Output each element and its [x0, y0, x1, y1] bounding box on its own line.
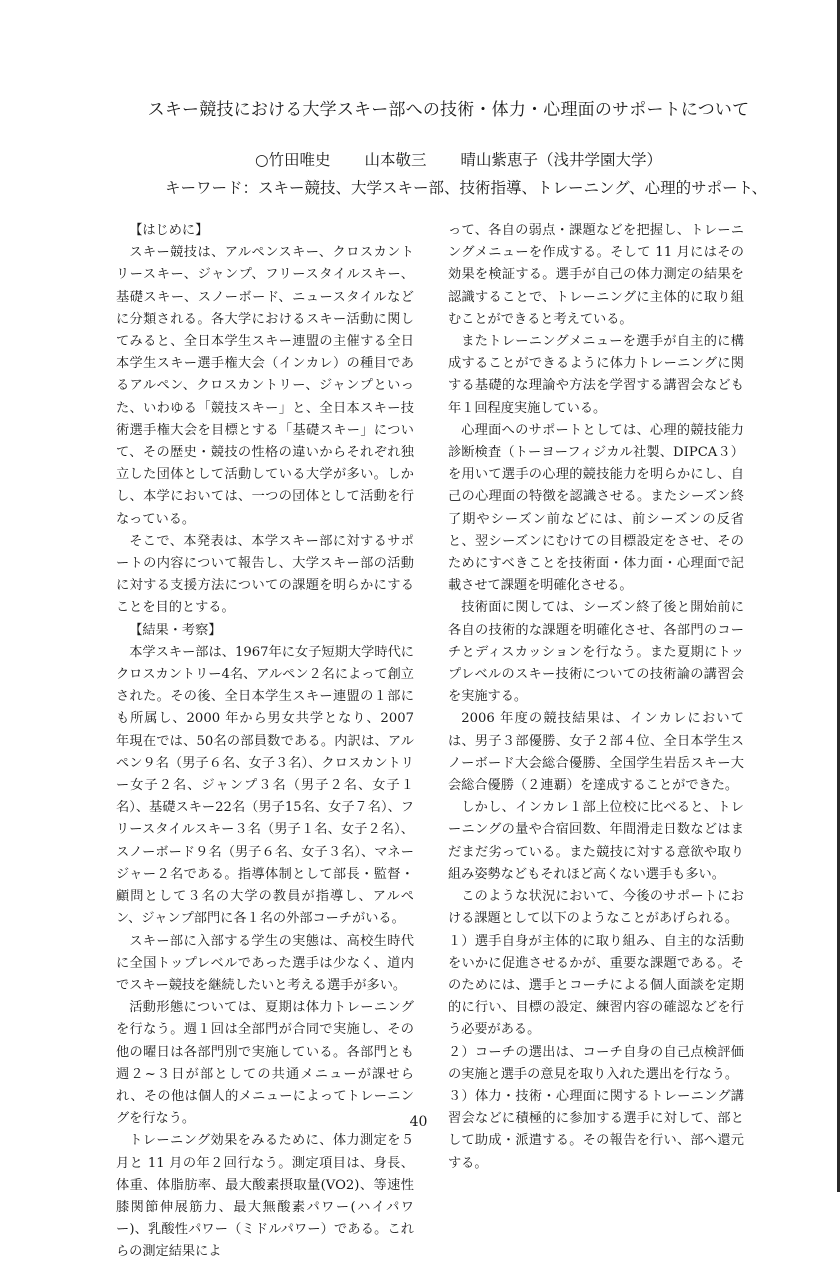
body-paragraph: 活動形態については、夏期は体力トレーニングを行なう。週１回は全部門が合同で実施し、その他の曜日は各部門別で実施している。各部門とも週２~３日が部としての共通メニューが課せられ、その他は個人的メニューによってトレーニングを行なう。 — [116, 1000, 414, 1127]
body-paragraph: しかし、インカレ１部上位校に比べると、トレーニングの量や合宿回数、年間滑走日数などはまだまだ劣っている。また競技に対する意欲や取り組み姿勢などもそれほど高くない選手も多い。 — [448, 800, 744, 882]
body-paragraph: 技術面に関しては、シーズン終了後と開始前に各自の技術的な課題を明確化させ、各部門のコーチとディスカッションを行なう。また夏期にトップレベルのスキー技術についての技術論の講習会を実施する。 — [448, 600, 744, 705]
numbered-item: ３）体力・技術・心理面に関するトレーニング講習会などに積極的に参加する選手に対して、部として助成・派遣する。その報告を行い、部へ還元する。 — [448, 1088, 744, 1171]
body-paragraph: またトレーニングメニューを選手が自主的に構成することができるように体力トレーニングに関する基礎的な理論や方法を学習する講習会なども年１回程度実施している。 — [448, 334, 744, 416]
section-heading: 【結果・考察】 — [129, 622, 222, 638]
body-paragraph: スキー競技は、アルペンスキー、クロスカントリースキー、ジャンプ、フリースタイルスキー、基礎スキー、スノーボード、ニュースタイルなどに分類される。各大学におけるスキー活動に関してみると、全日本学生スキー連盟の主催する全日本学生スキー選手権大会（インカレ）の種目であるアルペン、クロスカントリー、ジャンプといった、いわゆる「競技スキー」と、全日本スキー技術選手権大会を目標とする「基礎スキー」について、その歴史・競技の性格の違いからそれぞれ独立した団体として活動している大学が多い。しかし、本学においては、一つの団体として活動を行なっている。 — [116, 245, 414, 527]
section-heading: 【はじめに】 — [129, 223, 209, 238]
body-paragraph: トレーニング効果をみるために、体力測定を５月と 11 月の年２回行なう。測定項目は、身長、体重、体脂肪率、最大酸素摂取量(VO2)、等速性膝関節伸展筋力、最大無酸素パワー(ハイパワー)、乳酸性パワー（ミドルパワー）である。これらの測定結果によ — [116, 1133, 414, 1260]
body-paragraph: 2006 年度の競技結果は、インカレにおいては、男子３部優勝、女子２部４位、全日本学生スノーボード大会総合優勝、全国学生岩岳スキー大会総合優勝（２連覇）を達成することができた。 — [448, 711, 744, 794]
body-paragraph: そこで、本発表は、本学スキー部に対するサポートの内容について報告し、大学スキー部の活動に対する支援方法についての課題を明らかにすることを目的とする。 — [116, 533, 414, 616]
body-paragraph: 本学スキー部は、1967年に女子短期大学時代にクロスカントリー4名、アルペン２名によって創立された。その後、全日本学生スキー連盟の１部にも所属し、2000 年から男女共学となり、2007 年現在では、50名の部員数である。内訳は、アルペン９名（男子６名、女子３名）、クロスカントリー女子２名、ジャンプ３名（男子２名、女子１名）、基礎スキー22名（男子15名、女子７名）、フリースタイルスキー３名（男子１名、女子２名）、スノーボード９名（男子６名、女子３名）、マネージャー２名である。指導体制として部長・監督・顧問として３名の大学の教員が指導し、アルペン、ジャンプ部門に各１名の外部コーチがいる。 — [116, 644, 414, 927]
author-name: ○竹田唯史 — [255, 151, 331, 169]
keywords-line: キーワード：スキー競技、大学スキー部、技術指導、トレーニング、心理的サポート、 — [165, 179, 768, 197]
body-paragraph: スキー部に入部する学生の実態は、高校生時代に全国トップレベルであった選手は少なく、道内でスキー競技を継続したいと考える選手が多い。 — [116, 933, 414, 993]
author-name: 山本敬三 — [364, 151, 427, 169]
body-paragraph: って、各自の弱点・課題などを把握し、トレーニングメニューを作成する。そして 11 月にはその効果を検証する。選手が自己の体力測定の結果を認識することで、トレーニングに主体的に取り組むことができると考えている。 — [448, 223, 744, 327]
left-column — [116, 220, 414, 1264]
paper-title: スキー競技における大学スキー部への技術・体力・心理面のサポートについて — [147, 100, 750, 120]
numbered-item: ２）コーチの選出は、コーチ自身の自己点検評価の実施と選手の意見を取り入れた選出を行なう。 — [448, 1044, 744, 1082]
author-name: 晴山紫恵子（浅井学園大学） — [460, 151, 663, 169]
author-list — [255, 148, 696, 170]
body-paragraph: 心理面へのサポートとしては、心理的競技能力診断検査（トーヨーフィジカル社製、DIPCA３）を用いて選手の心理的競技能力を明らかにし、自己の心理面の特徴を認識させる。またシーズン終了期やシーズン前などには、前シーズンの反省と、翌シーズンにむけての目標設定をさせ、そのためにすべきことを技術面・体力面・心理面で記載させて課題を明確化させる。 — [448, 422, 744, 594]
right-column — [448, 220, 744, 1175]
numbered-item: １）選手自身が主体的に取り組み、自主的な活動をいかに促進させるかが、重要な課題である。そのためには、選手とコーチによる個人面談を定期的に行い、目標の設定、練習内容の確認などを行う必要がある。 — [448, 933, 744, 1038]
body-paragraph: このような状況において、今後のサポートにおける課題として以下のようなことがあげられる。 — [448, 889, 744, 927]
page-number: 40 — [409, 1114, 428, 1130]
